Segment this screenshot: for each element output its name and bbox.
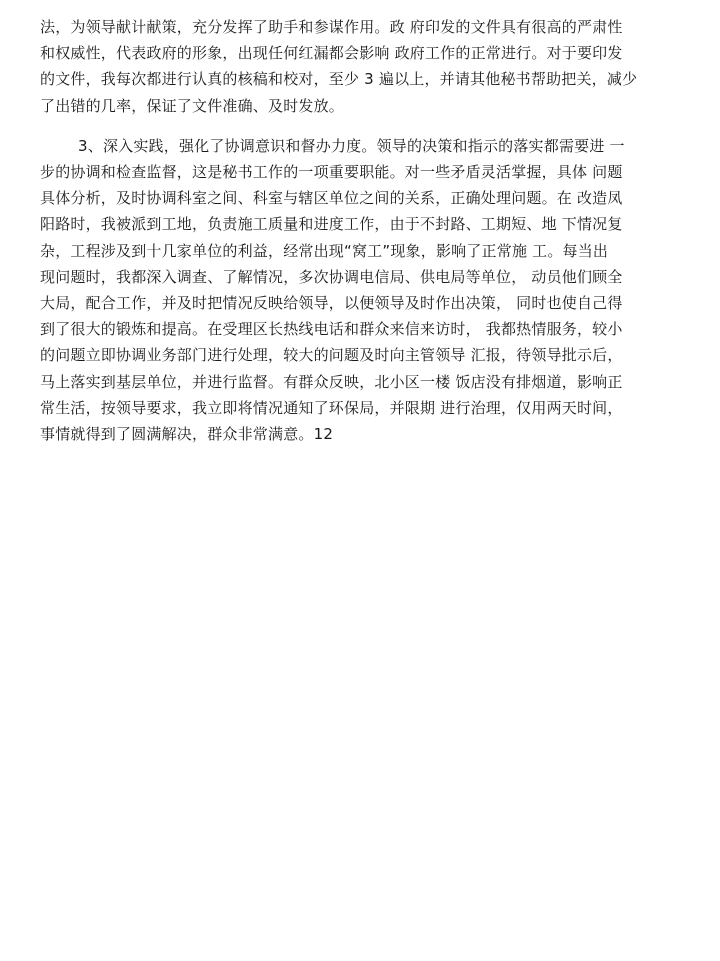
text-line: 阳路时，我被派到工地，负责施工质量和进度工作，由于不封路、工期短、地 下情况复 bbox=[40, 215, 623, 234]
text-line: 到了很大的锻炼和提高。在受理区长热线电话和群众来信来访时， 我都热情服务，较小 bbox=[40, 320, 623, 339]
document-page bbox=[40, 14, 680, 447]
text-line: 现问题时，我都深入调查、了解情况，多次协调电信局、供电局等单位， 动员他们顾全 bbox=[40, 267, 623, 286]
text-line: 大局，配合工作，并及时把情况反映给领导，以便领导及时作出决策， 同时也使自己得 bbox=[40, 294, 623, 313]
text-line: 3、深入实践，强化了协调意识和督办力度。领导的决策和指示的落实都需要进 一 bbox=[78, 136, 625, 155]
text-line: 杂，工程涉及到十几家单位的利益，经常出现“窝工”现象，影响了正常施 工。每当出 bbox=[40, 241, 609, 260]
text-line: 具体分析，及时协调科室之间、科室与辖区单位之间的关系，正确处理问题。在 改造凤 bbox=[40, 189, 623, 208]
paragraph-document-work bbox=[40, 14, 680, 119]
text-line: 了出错的几率，保证了文件准确、及时发放。 bbox=[40, 96, 345, 115]
text-line: 法，为领导献计献策，充分发挥了助手和参谋作用。政 府印发的文件具有很高的严肃性 bbox=[40, 18, 623, 36]
text-line: 常生活，按领导要求，我立即将情况通知了环保局，并限期 进行治理，仅用两天时间， bbox=[40, 398, 623, 417]
text-line: 的问题立即协调业务部门进行处理，较大的问题及时向主管领导 汇报，待领导批示后， bbox=[40, 346, 623, 365]
text-line: 事情就得到了圆满解决，群众非常满意。12 bbox=[40, 425, 334, 444]
text-line: 和权威性，代表政府的形象，出现任何红漏都会影响 政府工作的正常进行。对于要印发 bbox=[40, 44, 623, 63]
text-line: 的文件，我每次都进行认真的核稿和校对，至少 3 遍以上，并请其他秘书帮助把关，减少 bbox=[40, 70, 638, 89]
text-line: 马上落实到基层单位，并进行监督。有群众反映，北小区一楼 饭店没有排烟道，影响正 bbox=[40, 372, 623, 391]
paragraph-coordination bbox=[40, 133, 680, 447]
text-line: 步的协调和检查监督，这是秘书工作的一项重要职能。对一些矛盾灵活掌握，具体 问题 bbox=[40, 163, 623, 182]
